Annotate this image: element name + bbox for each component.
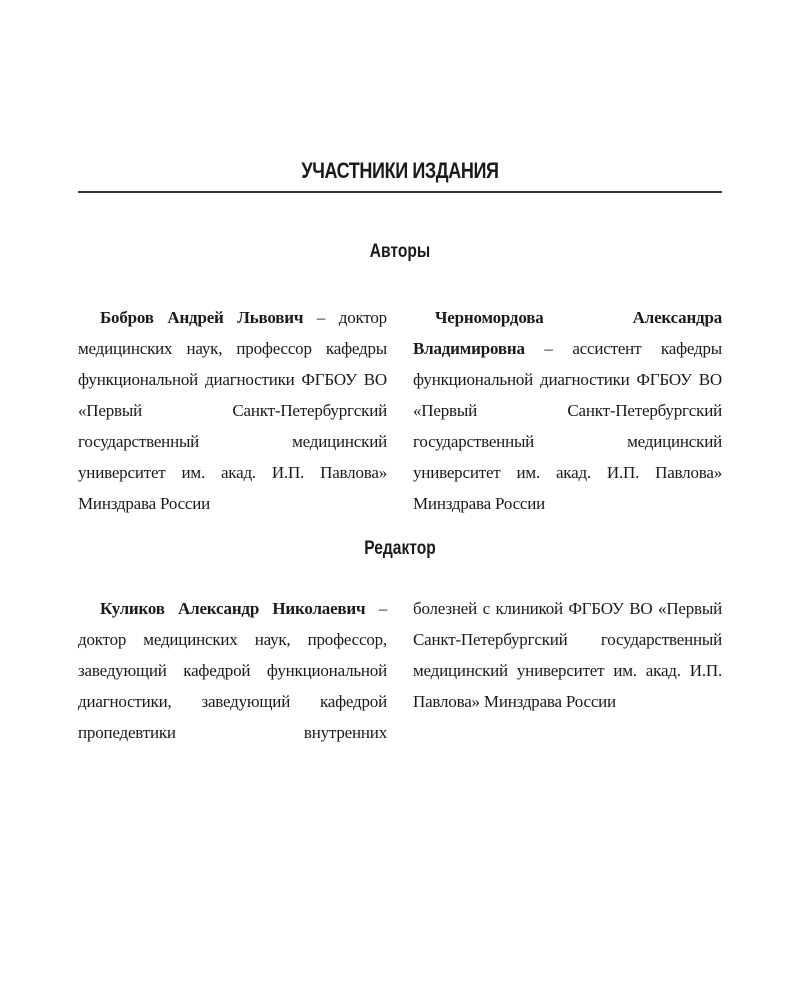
author-paragraph (78, 302, 387, 519)
editor-paragraph-part1 (78, 593, 387, 748)
page-title: УЧАСТНИКИ ИЗДАНИЯ (301, 158, 499, 183)
editor-heading: Редактор (364, 538, 436, 559)
editor-name: Куликов Александр Николаевич (100, 599, 366, 618)
editor-entry-right (413, 593, 722, 717)
dash: – (303, 308, 339, 327)
author-entry-chernomordova (413, 302, 722, 519)
dash: – (524, 339, 573, 358)
author-description: доктор медицинских наук, профессор кафедры функциональной диагностики ФГБОУ ВО «Первый Санкт-Петербургский государственный медицинский университет им. акад. И.П. Павлова» Минздрава России (78, 308, 387, 513)
authors-heading: Авторы (369, 241, 431, 262)
author-entry-bobrov (78, 302, 387, 519)
title-divider (78, 191, 722, 193)
author-paragraph (413, 302, 722, 519)
editor-description-part1: доктор медицинских наук, профессор, заведующий кафедрой функциональной диагностики, заведующий кафедрой пропедевтики внутренних (78, 630, 387, 742)
author-description: ассистент кафедры функциональной диагностики ФГБОУ ВО «Первый Санкт-Петербургский государственный медицинский университет им. акад. И.П. Павлова» Минздрава России (413, 339, 722, 513)
author-name: Бобров Андрей Львович (100, 308, 304, 327)
editor-entry-left (78, 593, 387, 748)
editor-description-part2: болезней с клиникой ФГБОУ ВО «Первый Санкт-Петербургский государственный медицинский университет им. акад. И.П. Павлова» Минздрава России (413, 599, 722, 711)
author-name: Черномордова Александра Владимировна (413, 308, 722, 358)
dash: – (365, 599, 387, 618)
